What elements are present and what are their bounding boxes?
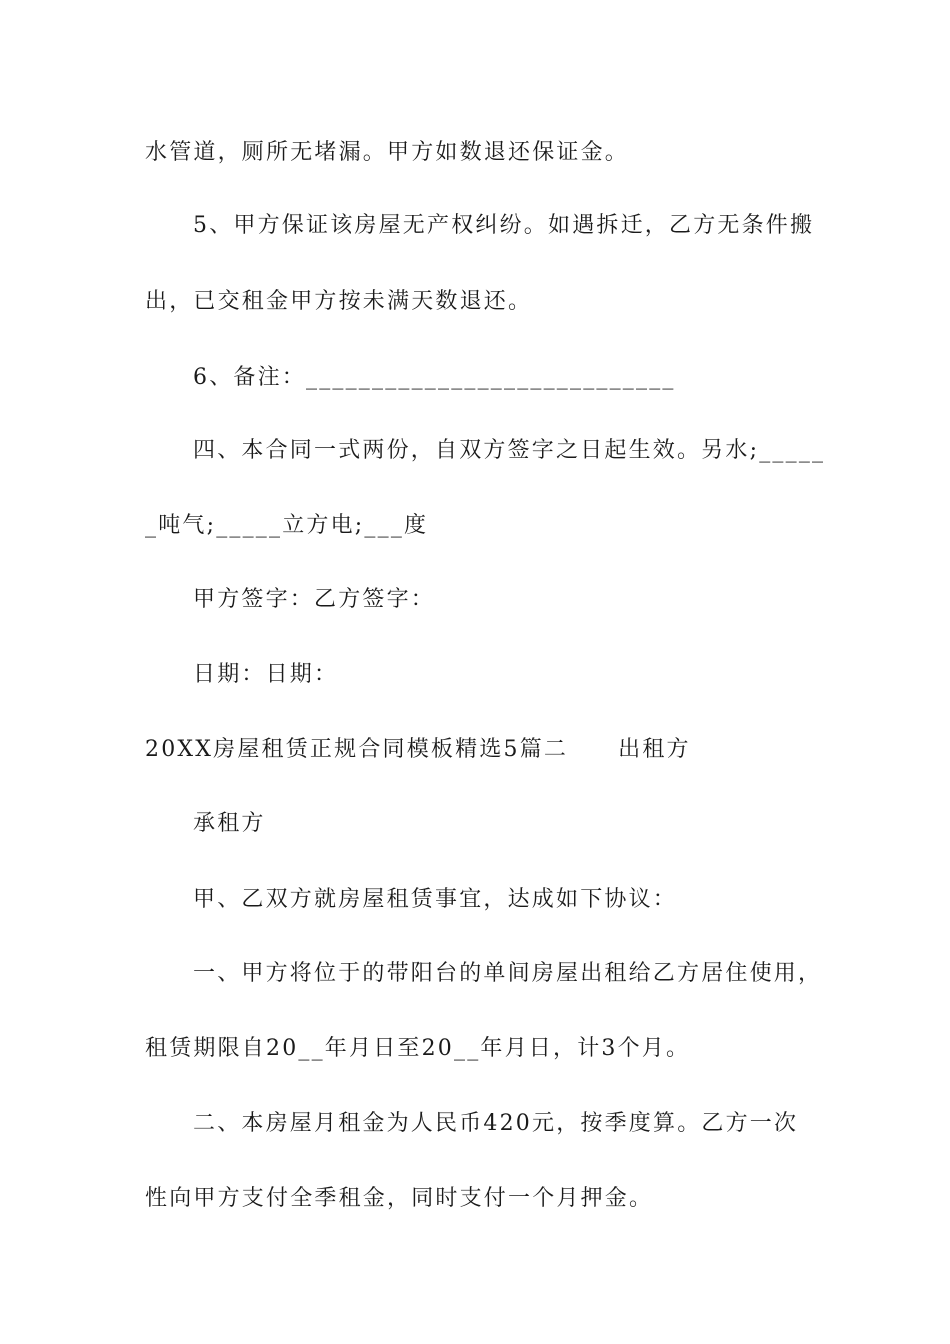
paragraph-line: 甲、乙双方就房屋租赁事宜，达成如下协议：	[193, 887, 678, 912]
paragraph-line: 6、备注：____________________________	[193, 365, 676, 390]
section-title: 20XX房屋租赁正规合同模板精选5篇二	[145, 737, 569, 762]
paragraph-line: 租赁期限自20__年月日至20__年月日，计3个月。	[145, 1036, 691, 1061]
paragraph-line: 出，已交租金甲方按未满天数退还。	[145, 289, 533, 314]
paragraph-line: 水管道，厕所无堵漏。甲方如数退还保证金。	[145, 140, 630, 165]
paragraph-line: 四、本合同一式两份，自双方签字之日起生效。另水;_____	[193, 438, 826, 463]
paragraph-line: 5、甲方保证该房屋无产权纠纷。如遇拆迁，乙方无条件搬	[193, 213, 815, 238]
paragraph-line: _吨气;_____立方电;___度	[145, 513, 429, 538]
signature-line: 甲方签字：乙方签字：	[193, 587, 436, 612]
paragraph-line: 一、甲方将位于的带阳台的单间房屋出租给乙方居住使用，	[193, 961, 823, 986]
date-line: 日期：日期：	[193, 662, 339, 687]
lessee-label: 承租方	[193, 811, 266, 836]
paragraph-line: 二、本房屋月租金为人民币420元，按季度算。乙方一次	[193, 1111, 799, 1136]
section-heading	[145, 735, 691, 765]
lessor-label: 出租方	[618, 737, 691, 762]
paragraph-line: 性向甲方支付全季租金，同时支付一个月押金。	[145, 1186, 654, 1211]
